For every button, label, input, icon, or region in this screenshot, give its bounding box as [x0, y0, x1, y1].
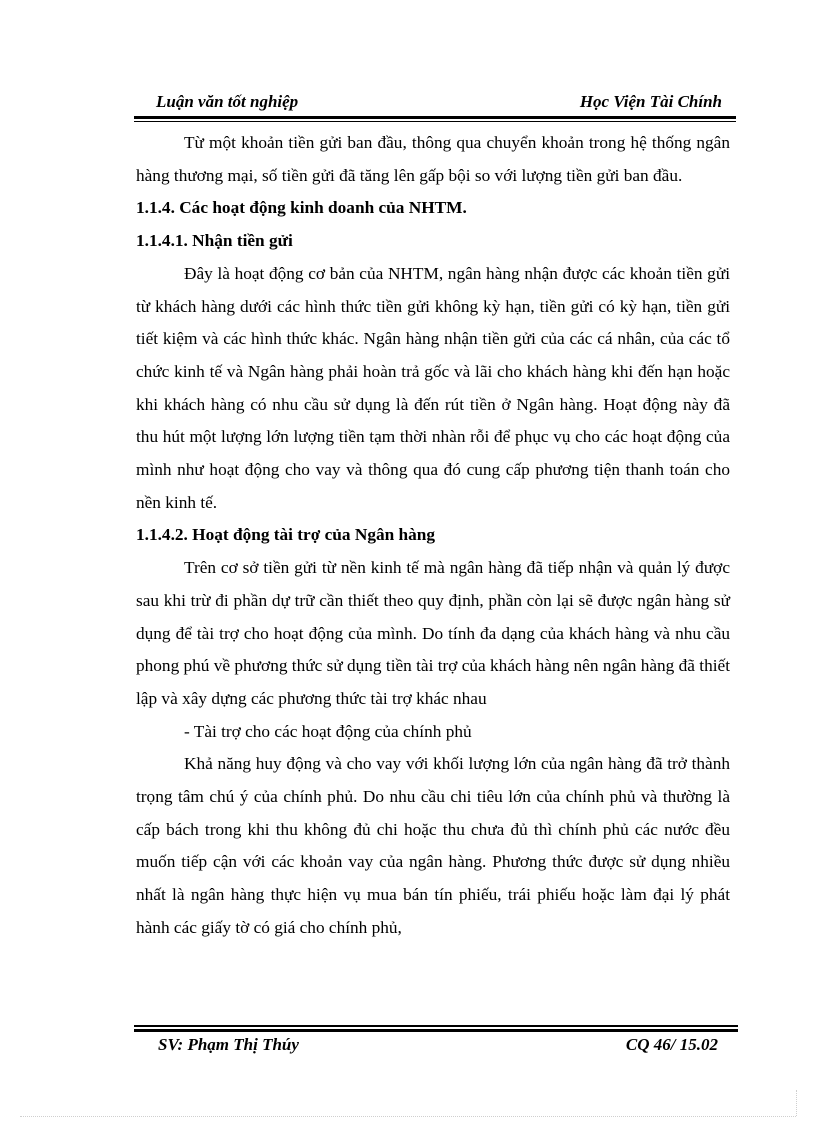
page-edge-bottom	[20, 1116, 796, 1117]
footer-class-code: CQ 46/ 15.02	[625, 1035, 718, 1054]
heading-1-1-4: 1.1.4. Các hoạt động kinh doanh của NHTM.	[136, 198, 467, 218]
page-header	[134, 92, 736, 116]
page-footer	[134, 1035, 738, 1059]
heading-1-1-4-2: 1.1.4.2. Hoạt động tài trợ của Ngân hàng	[136, 525, 436, 545]
bullet-government-financing: - Tài trợ cho các hoạt động của chính phủ	[184, 721, 472, 741]
footer-student-name: SV: Phạm Thị Thúy	[158, 1035, 299, 1054]
document-body	[136, 127, 730, 945]
header-institution: Học Viện Tài Chính	[579, 92, 722, 111]
paragraph-government: Khả năng huy động và cho vay với khối lượng lớn của ngân hàng đã trở thành trọng tâm chú ý của chính phủ. Do nhu cầu chi tiêu lớn của chính phủ và thường là cấp bách trong khi thu không đủ chi hoặc thu chưa đủ thì chính phủ các nước đều muốn tiếp cận với các khoản vay của ngân hàng. Phương thức được sử dụng nhiều nhất là ngân hàng thực hiện vụ mua bán tín phiếu, trái phiếu hoặc làm đại lý phát hành các giấy tờ có giá cho chính phủ,	[136, 754, 730, 937]
paragraph-financing: Trên cơ sở tiền gửi từ nền kinh tế mà ngân hàng đã tiếp nhận và quản lý được sau khi trừ đi phần dự trữ cần thiết theo quy định, phần còn lại sẽ được ngân hàng sử dụng để tài trợ cho hoạt động của mình. Do tính đa dạng của khách hàng và nhu cầu phong phú về phương thức sử dụng tiền tài trợ của khách hàng nên ngân hàng đã thiết lập và xây dựng các phương thức tài trợ khác nhau	[136, 558, 730, 708]
page-edge-right	[796, 1090, 797, 1116]
header-thesis-title: Luận văn tốt nghiệp	[156, 92, 299, 111]
paragraph-deposits: Đây là hoạt động cơ bản của NHTM, ngân hàng nhận được các khoản tiền gửi từ khách hàng dưới các hình thức tiền gửi không kỳ hạn, tiền gửi có kỳ hạn, tiền gửi tiết kiệm và các hình thức khác. Ngân hàng nhận tiền gửi của các cá nhân, của các tổ chức kinh tế và Ngân hàng phải hoàn trả gốc và lãi cho khách hàng khi đến hạn hoặc khi khách hàng có nhu cầu sử dụng là đến rút tiền ở Ngân hàng. Hoạt động này đã thu hút một lượng lớn lượng tiền tạm thời nhàn rỗi để phục vụ cho các hoạt động của mình như hoạt động cho vay và thông qua đó cung cấp phương tiện thanh toán cho nền kinh tế.	[136, 263, 730, 512]
footer-rule-thin	[134, 1025, 738, 1027]
paragraph-intro: Từ một khoản tiền gửi ban đầu, thông qua chuyển khoản trong hệ thống ngân hàng thương mại, số tiền gửi đã tăng lên gấp bội so với lượng tiền gửi ban đầu.	[136, 133, 730, 185]
header-rule-thick	[134, 116, 736, 119]
header-rule-thin	[134, 121, 736, 122]
heading-1-1-4-1: 1.1.4.1. Nhận tiền gửi	[136, 231, 293, 251]
footer-rule-thick	[134, 1029, 738, 1032]
